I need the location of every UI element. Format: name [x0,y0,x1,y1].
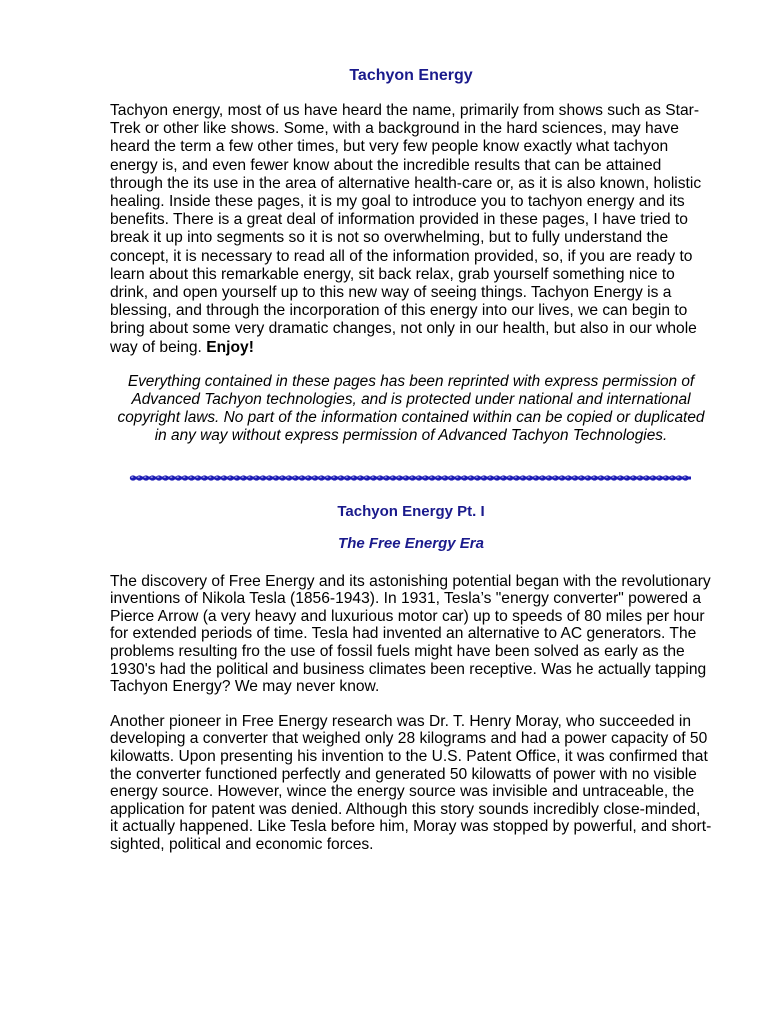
divider-bead-highlight [586,476,588,478]
divider-bead-highlight [515,476,517,478]
divider-bead-highlight [170,476,172,478]
divider-bead-highlight [450,476,452,478]
divider-bead [221,475,227,480]
divider-bead [676,475,682,480]
divider-bead [175,475,181,480]
divider-bead-highlight [456,476,458,478]
divider-bead [169,475,175,480]
divider-bead [260,475,266,480]
divider-bead [344,475,350,480]
divider-bead [299,475,305,480]
divider-bead-highlight [248,476,250,478]
divider-bead-highlight [391,476,393,478]
divider-bead-highlight [281,476,283,478]
divider-bead-highlight [573,476,575,478]
divider-bead [455,475,461,480]
divider-bead [312,475,318,480]
divider-bead-highlight [274,476,276,478]
divider-bead-highlight [651,476,653,478]
divider-bead [390,475,396,480]
divider-bead-highlight [177,476,179,478]
divider-bead [552,475,558,480]
divider-bead [526,475,532,480]
section-paragraph: The discovery of Free Energy and its astonishing potential began with the revolutionary inventions of Nikola Tesla (1856-1943). In 1931, Tesla’s "energy converter" powered a Pierce Arrow (a very heavy and luxurious motor car) up to speeds of 80 miles per hour for extended periods of time. Tesla had invented an alternative to AC generators. The problems resulting fro the use of fossil fuels might have been solved as early as the 1930's had the political and business climates been receptive. Was he actually tapping Tachyon Energy? We may never know. [110,572,711,696]
divider-bead [188,475,194,480]
divider-bead-highlight [593,476,595,478]
divider-bead-highlight [638,476,640,478]
divider-bead-highlight [216,476,218,478]
divider-bead [383,475,389,480]
divider-bead-highlight [684,476,686,478]
divider-bead [533,475,539,480]
divider-bead-highlight [164,476,166,478]
copyright-notice: Everything contained in these pages has been reprinted with express permission of Advanced Tachyon technologies, and is protected under national and international copyright laws. No part of the information contained within can be copied or duplicated in any way without express permission of Advanced Tachyon Technologies. [117,372,705,445]
divider-bead-highlight [203,476,205,478]
divider-bead-highlight [157,476,159,478]
section-subtitle: The Free Energy Era [338,534,484,552]
divider-bead [273,475,279,480]
divider-bead [650,475,656,480]
divider-bead-highlight [417,476,419,478]
divider-bead-highlight [229,476,231,478]
divider-bead [520,475,526,480]
divider-bead-highlight [313,476,315,478]
divider-bead [656,475,662,480]
divider-bead [318,475,324,480]
divider-bead [598,475,604,480]
divider-bead-highlight [463,476,465,478]
divider-bead-highlight [541,476,543,478]
divider-bead-highlight [268,476,270,478]
divider-bead [364,475,370,480]
divider-bead [513,475,519,480]
divider-bead-highlight [606,476,608,478]
divider-bead-highlight [294,476,296,478]
divider-bead [292,475,298,480]
divider-bead [578,475,584,480]
divider-bead [682,475,688,480]
divider-bead-highlight [437,476,439,478]
divider-bead [611,475,617,480]
divider-bead [143,475,149,480]
divider-bead-highlight [333,476,335,478]
divider-bead-highlight [632,476,634,478]
divider-bead [461,475,467,480]
divider-bead [253,475,259,480]
divider-bead [429,475,435,480]
divider-bead-highlight [521,476,523,478]
divider-bead-highlight [352,476,354,478]
divider-bead [546,475,552,480]
divider-bead [507,475,513,480]
divider-bead [338,475,344,480]
divider-bead-highlight [183,476,185,478]
divider-bead-highlight [320,476,322,478]
divider-bead [279,475,285,480]
divider-bead [156,475,162,480]
divider-bead-highlight [261,476,263,478]
divider-bead [604,475,610,480]
divider-bead-highlight [138,476,140,478]
divider-bead-highlight [326,476,328,478]
divider-bead [201,475,207,480]
divider-bead [227,475,233,480]
divider-bead-highlight [307,476,309,478]
divider-bead-highlight [346,476,348,478]
divider-bead-highlight [287,476,289,478]
intro-text: Tachyon energy, most of us have heard the name, primarily from shows such as Star-Trek or other like shows. Some, with a background in the hard sciences, may have heard the term a few other times, but very few people know exactly what tachyon energy is, and even fewer know about the incredible results that can be attained through the its use in the area of alternative health-care or, as it is also known, holistic healing. Inside these pages, it is my goal to introduce you to tachyon energy and its benefits. There is a great deal of information provided in these pages, I have tried to break it up into segments so it is not so overwhelming, but to fully understand the concept, it is necessary to read all of the information provided, so, if you are ready to learn about this remarkable energy, sit back relax, grab yourself something nice to drink, and open yourself up to this new way of seeing things. Tachyon Energy is a blessing, and through the incorporation of this energy into our lives, we can begin to bring about some very dramatic changes, not only in our health, but also in our whole way of being. [110,102,702,356]
divider-bead-highlight [677,476,679,478]
divider-bead [305,475,311,480]
divider-bead-highlight [560,476,562,478]
divider-bead-highlight [404,476,406,478]
divider-bead-highlight [482,476,484,478]
divider-bead [487,475,493,480]
divider-bead-highlight [242,476,244,478]
divider-bead [130,475,136,480]
section-divider [129,473,693,483]
divider-bead [474,475,480,480]
divider-bead [234,475,240,480]
divider-bead [416,475,422,480]
divider-bead [162,475,168,480]
divider-bead [377,475,383,480]
divider-bead [357,475,363,480]
divider-bead [585,475,591,480]
divider-bead-highlight [645,476,647,478]
divider-bead [591,475,597,480]
divider-bead [624,475,630,480]
divider-bead [617,475,623,480]
divider-bead-highlight [359,476,361,478]
divider-bead [435,475,441,480]
divider-bead-highlight [528,476,530,478]
divider-bead-highlight [365,476,367,478]
divider-bead-highlight [476,476,478,478]
divider-bead [182,475,188,480]
divider-bead-highlight [424,476,426,478]
divider-bead [351,475,357,480]
divider-bead [214,475,220,480]
divider-bead-highlight [398,476,400,478]
divider-bead [500,475,506,480]
divider-bead [240,475,246,480]
divider-bead [539,475,545,480]
divider-bead [331,475,337,480]
divider-bead-highlight [235,476,237,478]
intro-paragraph [110,102,712,357]
divider-bead [448,475,454,480]
divider-bead [669,475,675,480]
divider-bead [663,475,669,480]
divider-bead-highlight [151,476,153,478]
divider-bead [643,475,649,480]
divider-bead [559,475,565,480]
divider-bead-highlight [658,476,660,478]
divider-bead-highlight [430,476,432,478]
enjoy-text: Enjoy! [206,338,254,356]
divider-bead [630,475,636,480]
divider-bead [195,475,201,480]
divider-graphic [129,473,693,483]
divider-bead-highlight [489,476,491,478]
divider-bead-highlight [671,476,673,478]
divider-bead [572,475,578,480]
divider-bead [208,475,214,480]
divider-bead [422,475,428,480]
divider-bead-highlight [502,476,504,478]
divider-bead-highlight [599,476,601,478]
divider-bead-highlight [508,476,510,478]
divider-bead-highlight [300,476,302,478]
divider-bead-highlight [443,476,445,478]
divider-bead [403,475,409,480]
divider-bead [266,475,272,480]
divider-bead-highlight [378,476,380,478]
divider-bead-highlight [339,476,341,478]
divider-bead-highlight [411,476,413,478]
divider-bead-highlight [131,476,133,478]
divider-bead-highlight [495,476,497,478]
divider-bead-highlight [255,476,257,478]
divider-bead [136,475,142,480]
section-paragraph: Another pioneer in Free Energy research was Dr. T. Henry Moray, who succeeded in developing a converter that weighed only 28 kilograms and had a power capacity of 50 kilowatts. Upon presenting his invention to the U.S. Patent Office, it was confirmed that the converter functioned perfectly and generated 50 kilowatts of power with no visible energy source. However, wince the energy source was invisible and untraceable, the application for patent was denied. Although this story sounds incredibly close-minded, it actually happened. Like Tesla before him, Moray was stopped by powerful, and short-sighted, political and economic forces. [110,712,712,853]
section-title: Tachyon Energy Pt. I [337,502,485,520]
divider-bead [286,475,292,480]
divider-bead-highlight [580,476,582,478]
divider-bead-highlight [209,476,211,478]
divider-bead [325,475,331,480]
divider-bead [468,475,474,480]
divider-bead-highlight [534,476,536,478]
divider-bead-highlight [664,476,666,478]
divider-bead-highlight [196,476,198,478]
divider-bead-highlight [567,476,569,478]
divider-bead-highlight [625,476,627,478]
divider-bead [494,475,500,480]
divider-bead [565,475,571,480]
divider-bead [409,475,415,480]
divider-bead-highlight [547,476,549,478]
divider-bead-highlight [612,476,614,478]
page-title: Tachyon Energy [349,67,473,84]
divider-bead [442,475,448,480]
divider-bead [481,475,487,480]
divider-bead-highlight [385,476,387,478]
divider-bead [370,475,376,480]
divider-bead-highlight [372,476,374,478]
divider-bead-highlight [554,476,556,478]
document-page [110,60,712,854]
divider-bead [637,475,643,480]
divider-bead-highlight [222,476,224,478]
divider-bead-highlight [190,476,192,478]
divider-bead [247,475,253,480]
divider-bead-highlight [144,476,146,478]
divider-bead [149,475,155,480]
divider-bead [396,475,402,480]
divider-bead-highlight [619,476,621,478]
divider-bead-highlight [469,476,471,478]
